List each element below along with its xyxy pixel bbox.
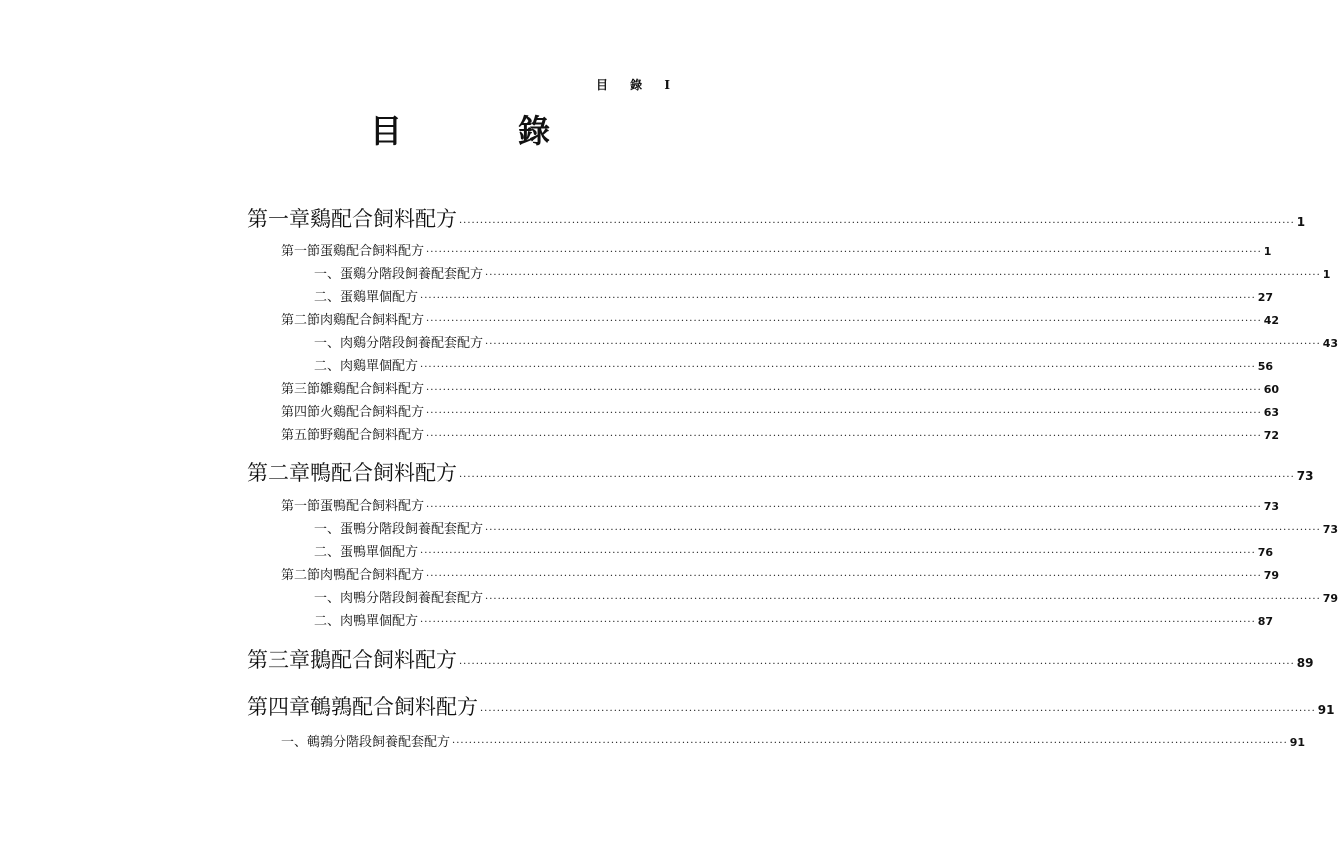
- toc-title: 鵪鶉配合飼料配方: [310, 695, 478, 719]
- toc-leader: ········································································································································································································: [420, 617, 1256, 628]
- toc-item: [314, 263, 1331, 282]
- toc-title: 蛋鷄單個配方: [340, 290, 419, 305]
- toc-title: 蛋鷄分階段飼養配套配方: [340, 267, 484, 282]
- toc-section: [281, 401, 1280, 420]
- toc-leader: ········································································································································································································: [485, 594, 1321, 605]
- toc-label: 一、: [314, 267, 341, 282]
- toc-leader: ········································································································································································································: [485, 270, 1321, 281]
- toc-label: 第一章: [247, 207, 310, 231]
- toc-leader: ········································································································································································································: [426, 247, 1262, 258]
- toc-page-number: 73: [1296, 469, 1314, 483]
- toc-title: 肉鴨配合飼料配方: [320, 568, 425, 583]
- toc-leader: ········································································································································································································: [485, 525, 1321, 536]
- toc-leader: ········································································································································································································: [420, 293, 1256, 304]
- toc-page-number: 60: [1263, 383, 1280, 396]
- toc-label: 第二節: [281, 313, 321, 328]
- toc-page-number: 79: [1263, 569, 1280, 582]
- toc-section: [281, 309, 1280, 328]
- toc-leader: ········································································································································································································: [485, 339, 1321, 350]
- toc-page-number: 76: [1257, 546, 1274, 559]
- toc-leader: ········································································································································································································: [452, 738, 1288, 749]
- toc-page-number: 63: [1263, 406, 1280, 419]
- toc-leader: ········································································································································································································: [459, 659, 1295, 670]
- toc-item: [314, 286, 1274, 305]
- toc-page-number: 27: [1257, 291, 1274, 304]
- toc-section: [281, 424, 1280, 443]
- toc-label: 第二節: [281, 568, 321, 583]
- toc-item: [281, 731, 1306, 750]
- toc-leader: ········································································································································································································: [426, 502, 1262, 513]
- toc-page-number: 91: [1317, 703, 1335, 717]
- toc-title: 鵪鶉分階段飼養配套配方: [307, 735, 451, 750]
- toc-label: 第一節: [281, 244, 321, 259]
- toc-label: 第二章: [247, 461, 310, 485]
- toc-label: 第三章: [247, 648, 310, 672]
- toc-leader: ········································································································································································································: [426, 385, 1262, 396]
- toc-label: 一、: [281, 735, 308, 750]
- toc-title: 鵝配合飼料配方: [310, 648, 457, 672]
- toc-page-number: 42: [1263, 314, 1280, 327]
- toc-section: [281, 564, 1280, 583]
- toc-leader: ········································································································································································································: [420, 548, 1256, 559]
- toc-item: [314, 332, 1338, 351]
- toc-title: 鷄配合飼料配方: [310, 207, 457, 231]
- toc-label: 二、: [314, 545, 341, 560]
- toc-title: 肉鷄配合飼料配方: [320, 313, 425, 328]
- toc-title: 蛋鴨配合飼料配方: [320, 499, 425, 514]
- toc-page-number: 1: [1263, 245, 1272, 258]
- toc-section: [281, 495, 1280, 514]
- toc-title: 肉鷄單個配方: [340, 359, 419, 374]
- toc-title: 蛋鴨分階段飼養配套配方: [340, 522, 484, 537]
- toc-leader: ········································································································································································································: [426, 571, 1262, 582]
- toc-page-number: 43: [1322, 337, 1338, 350]
- toc-title: 雛鷄配合飼料配方: [320, 382, 425, 397]
- toc-label: 第一節: [281, 499, 321, 514]
- toc-page-number: 89: [1296, 656, 1314, 670]
- toc-chapter-3: [247, 644, 1314, 674]
- toc-item: [314, 355, 1274, 374]
- toc-leader: ········································································································································································································: [459, 472, 1295, 483]
- toc-title: 肉鴨單個配方: [340, 614, 419, 629]
- toc-title: 野鷄配合飼料配方: [320, 428, 425, 443]
- toc-title: 火鷄配合飼料配方: [320, 405, 425, 420]
- toc-item: [314, 541, 1274, 560]
- toc-label: 一、: [314, 591, 341, 606]
- toc-chapter-4: [247, 691, 1335, 721]
- toc-leader: ········································································································································································································: [420, 362, 1256, 373]
- toc-label: 一、: [314, 336, 341, 351]
- toc-page-number: 79: [1322, 592, 1338, 605]
- toc-label: 二、: [314, 614, 341, 629]
- title-char-2: 錄: [517, 112, 550, 150]
- toc-chapter-2: [247, 457, 1314, 487]
- toc-page-number: 73: [1322, 523, 1338, 536]
- toc-title: 蛋鷄配合飼料配方: [320, 244, 425, 259]
- toc-chapter-1: [247, 203, 1306, 233]
- toc-title: 肉鷄分階段飼養配套配方: [340, 336, 484, 351]
- toc-leader: ········································································································································································································: [426, 431, 1262, 442]
- toc-title: 蛋鴨單個配方: [340, 545, 419, 560]
- toc-item: [314, 610, 1274, 629]
- toc-page-number: 91: [1289, 736, 1306, 749]
- toc-item: [314, 518, 1338, 537]
- toc-page-number: 73: [1263, 500, 1280, 513]
- toc-leader: ········································································································································································································: [459, 218, 1295, 229]
- toc-label: 第四章: [247, 695, 310, 719]
- toc-page-number: 87: [1257, 615, 1274, 628]
- toc-page-number: 72: [1263, 429, 1280, 442]
- toc-leader: ········································································································································································································: [426, 408, 1262, 419]
- toc-title: 鴨配合飼料配方: [310, 461, 457, 485]
- toc-section: [281, 240, 1272, 259]
- toc-page-number: 56: [1257, 360, 1274, 373]
- toc-label: 二、: [314, 290, 341, 305]
- toc-item: [314, 587, 1338, 606]
- toc-leader: ········································································································································································································: [480, 706, 1316, 717]
- toc-label: 二、: [314, 359, 341, 374]
- toc-section: [281, 378, 1280, 397]
- toc-page-number: 1: [1322, 268, 1331, 281]
- title-char-1: 目: [370, 112, 403, 150]
- toc-label: 一、: [314, 522, 341, 537]
- toc-title: 肉鴨分階段飼養配套配方: [340, 591, 484, 606]
- toc-label: 第三節: [281, 382, 321, 397]
- toc-label: 第四節: [281, 405, 321, 420]
- toc-label: 第五節: [281, 428, 321, 443]
- running-head: 目 錄 I: [596, 78, 679, 92]
- toc-page-number: 1: [1296, 215, 1306, 229]
- toc-leader: ········································································································································································································: [426, 316, 1262, 327]
